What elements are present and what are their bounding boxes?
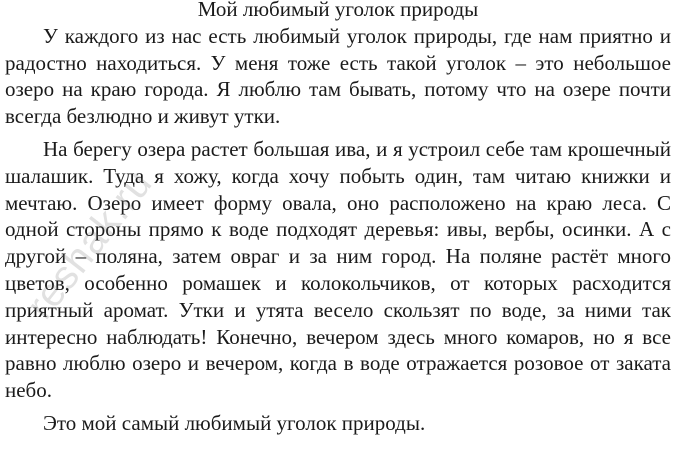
paragraph-3: Это мой самый любимый уголок природы.: [43, 410, 426, 435]
paragraph-2: На берегу озера растет большая ива, и я устроил себе там крошечный шалашик. Туда я хожу, когда хочу побыть один, там читаю книжки и мечтаю. Озеро имеет форму овала, оно расположено на краю леса. С одной стороны прямо к воде подходят деревья: ивы, вербы, осинки. А с другой – поляна, затем овраг и за ним город. На поляне растёт много цветов, особенно ромашек и колокольчиков, от которых расходится приятный аромат. Утки и утята весело скользят по воде, за ними так интересно наблюдать! Конечно, вечером здесь много комаров, но я все равно люблю озеро и вечером, когда в воде отражается розовое от заката небо.: [5, 136, 671, 403]
paragraph-1: У каждого из нас есть любимый уголок природы, где нам приятно и радостно находиться. У меня тоже есть такой уголок – это небольшое озеро на краю города. Я люблю там бывать, потому что на озере почти всегда безлюдно и живут утки.: [5, 23, 671, 129]
document-title: Мой любимый уголок природы: [197, 0, 479, 21]
watermark: reshak.ru: [18, 161, 161, 328]
